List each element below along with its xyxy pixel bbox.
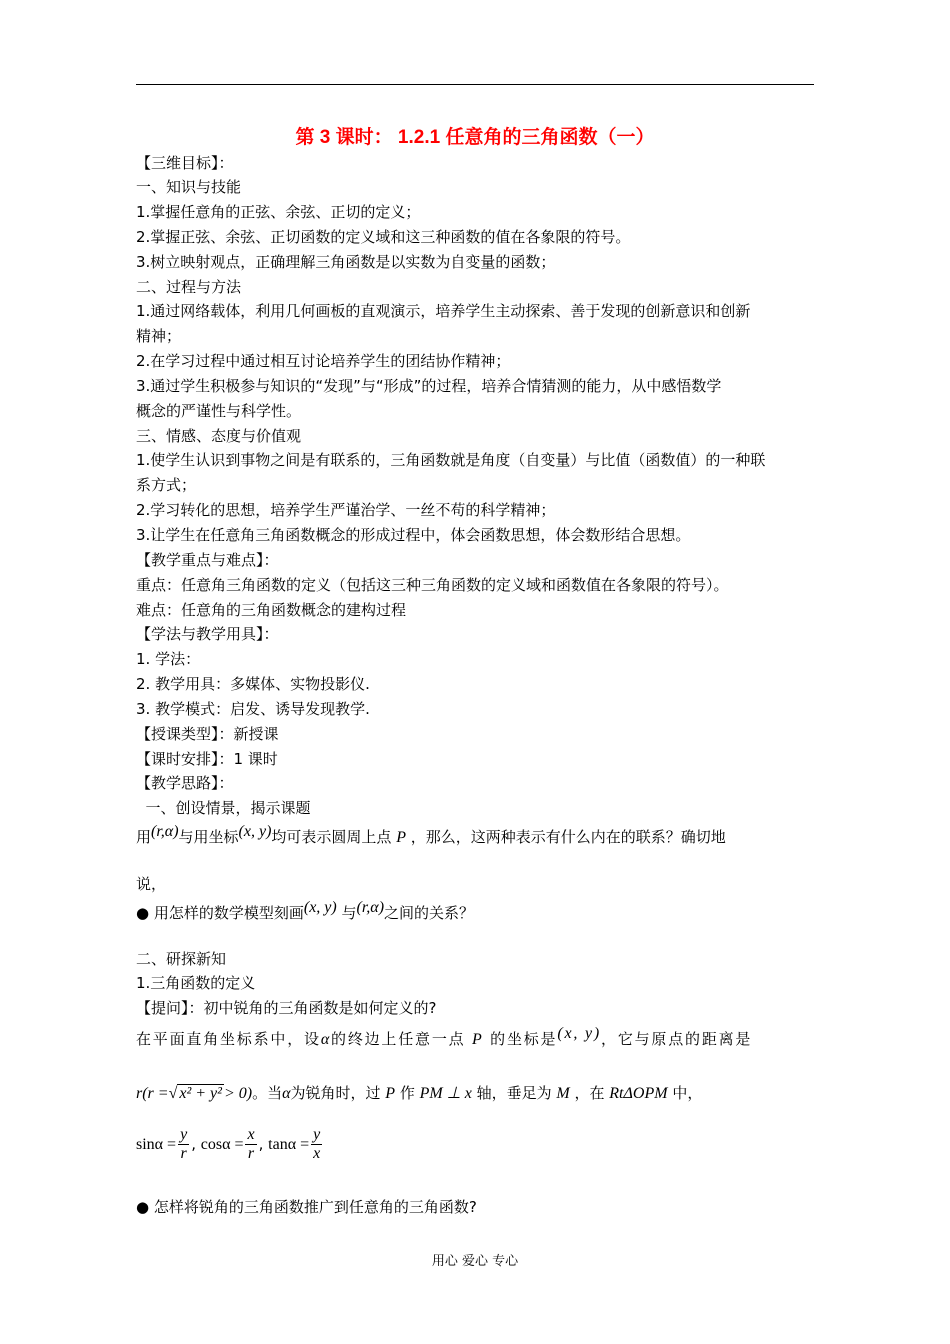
text-span: 的坐标是 — [490, 1030, 558, 1048]
page-footer: 用心 爱心 专心 — [431, 1254, 519, 1269]
question-line — [136, 823, 726, 847]
denominator: r — [247, 1145, 255, 1162]
text-line: 2.掌握正弦、余弦、正切函数的定义域和这三种函数的值在各象限的符号。 — [136, 228, 631, 246]
text-line: 难点：任意角的三角函数概念的建构过程 — [136, 601, 407, 619]
section-heading: 二、研探新知 — [136, 950, 227, 968]
numerator: x — [247, 1126, 255, 1143]
section-heading: 二、过程与方法 — [136, 278, 242, 296]
text-line: 系方式； — [136, 476, 197, 494]
text-line: 1. 学法： — [136, 650, 201, 668]
bullet-question — [136, 899, 475, 923]
math-r-def-end: > 0) — [223, 1085, 253, 1102]
section-heading: 三、情感、态度与价值观 — [136, 427, 302, 445]
sin-label: sinα = — [136, 1136, 177, 1153]
text-line: 3.通过学生积极参与知识的“发现”与“形成”的过程，培养合情猜测的能力，从中感悟数学 — [136, 377, 722, 395]
text-span: ，那么，这两种表示有什么内在的联系？确切地 — [410, 828, 726, 846]
text-line: 3. 教学模式：启发、诱导发现教学. — [136, 700, 370, 718]
math-x-y: (x, y) — [238, 823, 272, 840]
text-line: 精神； — [136, 327, 182, 345]
heading-class-type: 【授课类型】：新授课 — [136, 725, 279, 743]
text-span: 中， — [672, 1084, 703, 1102]
text-span: ，它与原点的距离是 — [601, 1030, 753, 1048]
separator: , — [258, 1135, 264, 1153]
math-p: P — [385, 1085, 396, 1102]
tan-fraction — [311, 1126, 322, 1163]
text-line: 1.掌握任意角的正弦、余弦、正切的定义； — [136, 203, 421, 221]
math-r-def: r(r = — [136, 1085, 169, 1102]
header-rule — [136, 84, 814, 85]
text-span: 作 — [399, 1084, 415, 1102]
math-m: M — [556, 1085, 570, 1102]
text-line: 重点：任意角三角函数的定义（包括这三种三角函数的定义域和函数值在各象限的符号）。 — [136, 576, 729, 594]
cos-fraction — [245, 1126, 256, 1163]
heading-schedule: 【课时安排】：1 课时 — [136, 750, 278, 768]
sqrt-sign: √ — [168, 1085, 178, 1102]
numerator: y — [313, 1126, 321, 1143]
text-span: 之间的关系？ — [384, 904, 475, 922]
denominator: r — [180, 1145, 187, 1162]
definition-line — [136, 1084, 702, 1103]
definition-line — [136, 1025, 753, 1049]
text-line: 说， — [136, 875, 167, 893]
text-line: 2.学习转化的思想，培养学生严谨治学、一丝不苟的科学精神； — [136, 501, 556, 519]
text-span: 为锐角时，过 — [290, 1084, 381, 1102]
denominator: x — [313, 1145, 321, 1162]
section-heading: 一、创设情景，揭示课题 — [136, 799, 311, 817]
heading-key-points: 【教学重点与难点】： — [136, 551, 279, 569]
math-r-alpha: (r,α) — [151, 823, 179, 840]
separator: , — [191, 1135, 196, 1153]
text-line: 3.让学生在任意角三角函数概念的形成过程中，体会函数思想，体会数形结合思想。 — [136, 526, 691, 544]
section-heading: 一、知识与技能 — [136, 178, 242, 196]
math-r-alpha: (r,α) — [356, 899, 385, 916]
math-p: P — [472, 1031, 484, 1048]
math-alpha: α — [282, 1085, 291, 1102]
text-line: 1.使学生认识到事物之间是有联系的，三角函数就是角度（自变量）与比值（函数值）的一种联 — [136, 451, 766, 469]
text-line: 1.通过网络载体，利用几何画板的直观演示，培养学生主动探索、善于发现的创新意识和创新 — [136, 302, 751, 320]
text-span: 均可表示圆周上点 — [271, 828, 392, 846]
heading-question: 【提问】：初中锐角的三角函数是如何定义的? — [136, 999, 437, 1017]
text-line: 3.树立映射观点，正确理解三角函数是以实数为自变量的函数； — [136, 253, 556, 271]
heading-approach: 【教学思路】： — [136, 774, 234, 792]
text-span: 与 — [341, 904, 357, 922]
text-line: 概念的严谨性与科学性。 — [136, 402, 302, 420]
text-span: 用 — [136, 828, 152, 846]
text-span: 。当 — [252, 1084, 283, 1102]
math-x-y: (x, y) — [557, 1025, 602, 1042]
math-triangle-opm: RtΔOPM — [609, 1085, 668, 1102]
cos-label: cosα = — [200, 1136, 244, 1153]
text-span: 轴，垂足为 — [476, 1084, 552, 1102]
text-span: ，在 — [574, 1084, 605, 1102]
math-radicand: x² + y² — [179, 1085, 222, 1102]
math-pm-perp-x: PM ⊥ x — [419, 1085, 472, 1102]
numerator: y — [180, 1126, 188, 1143]
math-x-y: (x, y) — [303, 899, 337, 916]
text-line: 2.在学习过程中通过相互讨论培养学生的团结协作精神； — [136, 352, 511, 370]
page-title: 第 3 课时： 1.2.1 任意角的三角函数（一） — [295, 127, 655, 148]
text-span: 与用坐标 — [178, 828, 239, 846]
trig-formulas — [136, 1124, 324, 1165]
text-line: 1.三角函数的定义 — [136, 974, 256, 992]
tan-label: tanα = — [268, 1136, 310, 1153]
text-span: 在平面直角坐标系中，设 — [136, 1030, 321, 1048]
bullet-question: ● 怎样将锐角的三角函数推广到任意角的三角函数? — [136, 1198, 477, 1216]
heading-objectives: 【三维目标】： — [136, 154, 234, 172]
sin-fraction — [178, 1126, 189, 1163]
math-p: P — [396, 829, 406, 846]
text-line: 2. 教学用具：多媒体、实物投影仪. — [136, 675, 370, 693]
heading-methods: 【学法与教学用具】： — [136, 625, 279, 643]
math-alpha: α — [320, 1031, 332, 1048]
text-span: ● 用怎样的数学模型刻画 — [136, 904, 304, 922]
text-span: 的终边上任意一点 — [331, 1030, 466, 1048]
